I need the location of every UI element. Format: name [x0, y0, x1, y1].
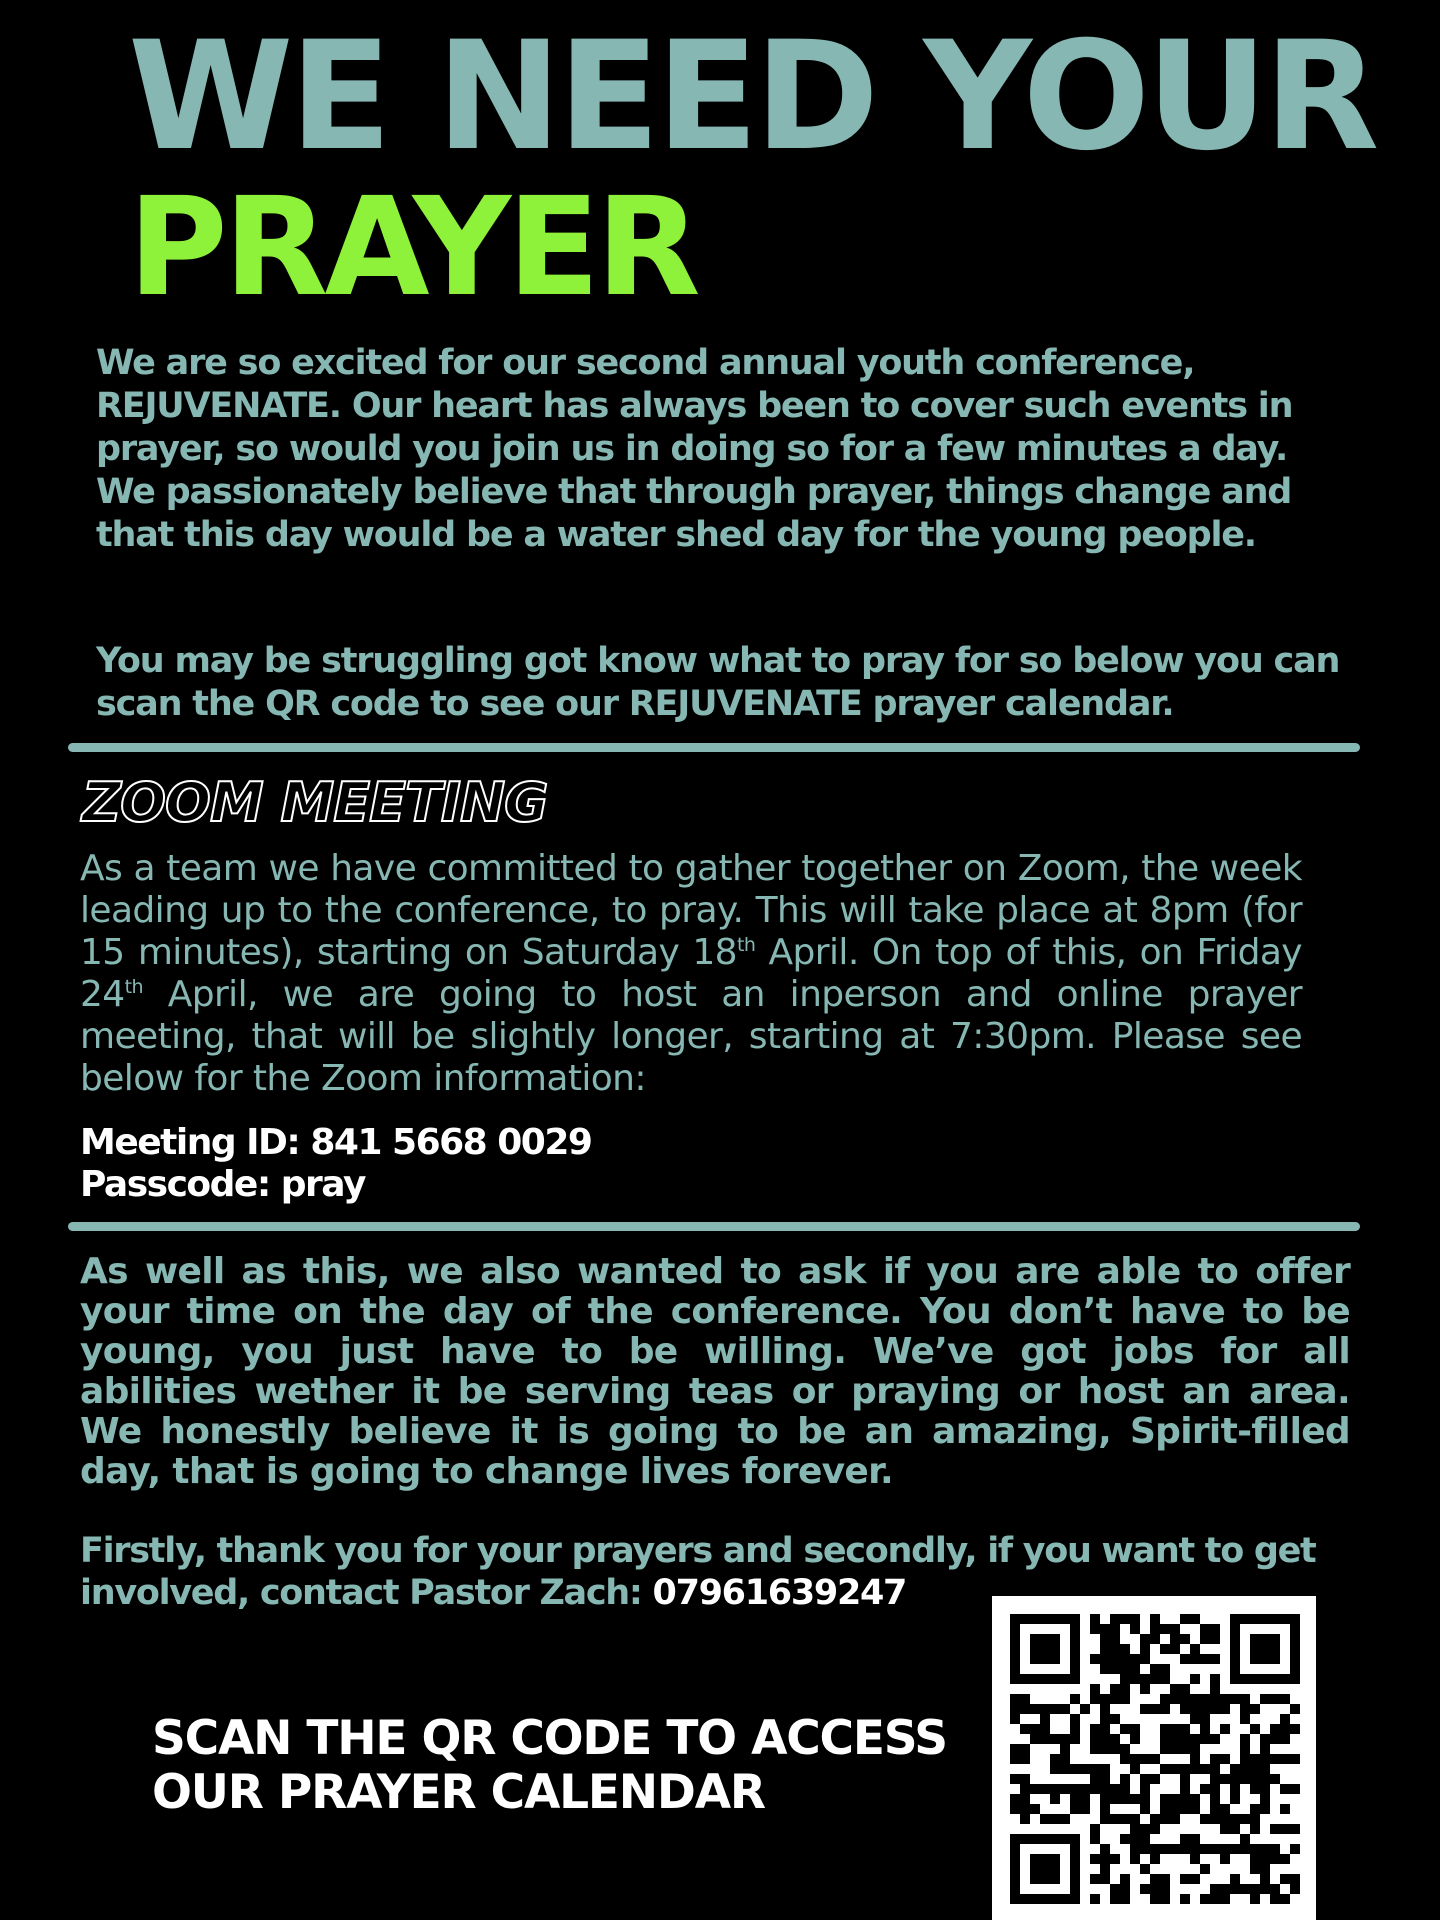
ordinal-suffix: th — [737, 934, 756, 956]
meeting-passcode: Passcode: pray — [80, 1164, 365, 1205]
volunteer-paragraph: As well as this, we also wanted to ask if you are able to offer your time on the day of the conference. You don’t have to be young, you just have to be willing. We’ve got jobs for all abilities wether it be serving teas or praying or host an area. We honestly believe it is going to be an amazing, Spirit-filled day, that is going to change lives forever. — [80, 1251, 1350, 1492]
zoom-meeting-title: ZOOM MEETING — [82, 771, 548, 834]
scan-line-1: SCAN THE QR CODE TO ACCESS — [152, 1711, 947, 1766]
scan-line-2: OUR PRAYER CALENDAR — [152, 1765, 765, 1820]
heading-line-1: WE NEED YOUR — [128, 10, 1376, 184]
zoom-text-part-2: April. On top of this, on Friday 24 — [80, 932, 1302, 1015]
scan-instructions — [152, 1712, 972, 1820]
qr-code-graphic — [992, 1596, 1316, 1920]
heading-line-2: PRAYER — [128, 169, 697, 327]
section-divider — [68, 743, 1360, 752]
zoom-text-part-3: April, we are going to host an inperson and online prayer meeting, that will be slightly longer, starting at 7:30pm. Please see below for the Zoom information: — [80, 974, 1302, 1099]
thanks-text: Firstly, thank you for your prayers and secondly, if you want to get involved, contact Pastor Zach: — [80, 1531, 1316, 1613]
qr-code[interactable] — [992, 1596, 1316, 1920]
zoom-text-part-1: As a team we have committed to gather together on Zoom, the week leading up to the conference, to pray. This will take place at 8pm (for 15 minutes), starting on Saturday 18 — [80, 848, 1302, 973]
zoom-meeting-description — [80, 848, 1302, 1100]
section-divider — [68, 1222, 1360, 1231]
ordinal-suffix: th — [124, 976, 143, 998]
pastor-phone-number: 07961639247 — [652, 1573, 907, 1613]
meeting-id: Meeting ID: 841 5668 0029 — [80, 1122, 592, 1163]
intro-paragraph-1: We are so excited for our second annual youth conference, REJUVENATE. Our heart has always been to cover such events in prayer, so would you join us in doing so for a few minutes a day. We passionately believe that through prayer, things change and that this day would be a water shed day for the young people. — [96, 343, 1293, 555]
intro-paragraph-2: You may be struggling got know what to pray for so below you can scan the QR code to see our REJUVENATE prayer calendar. — [96, 641, 1340, 724]
